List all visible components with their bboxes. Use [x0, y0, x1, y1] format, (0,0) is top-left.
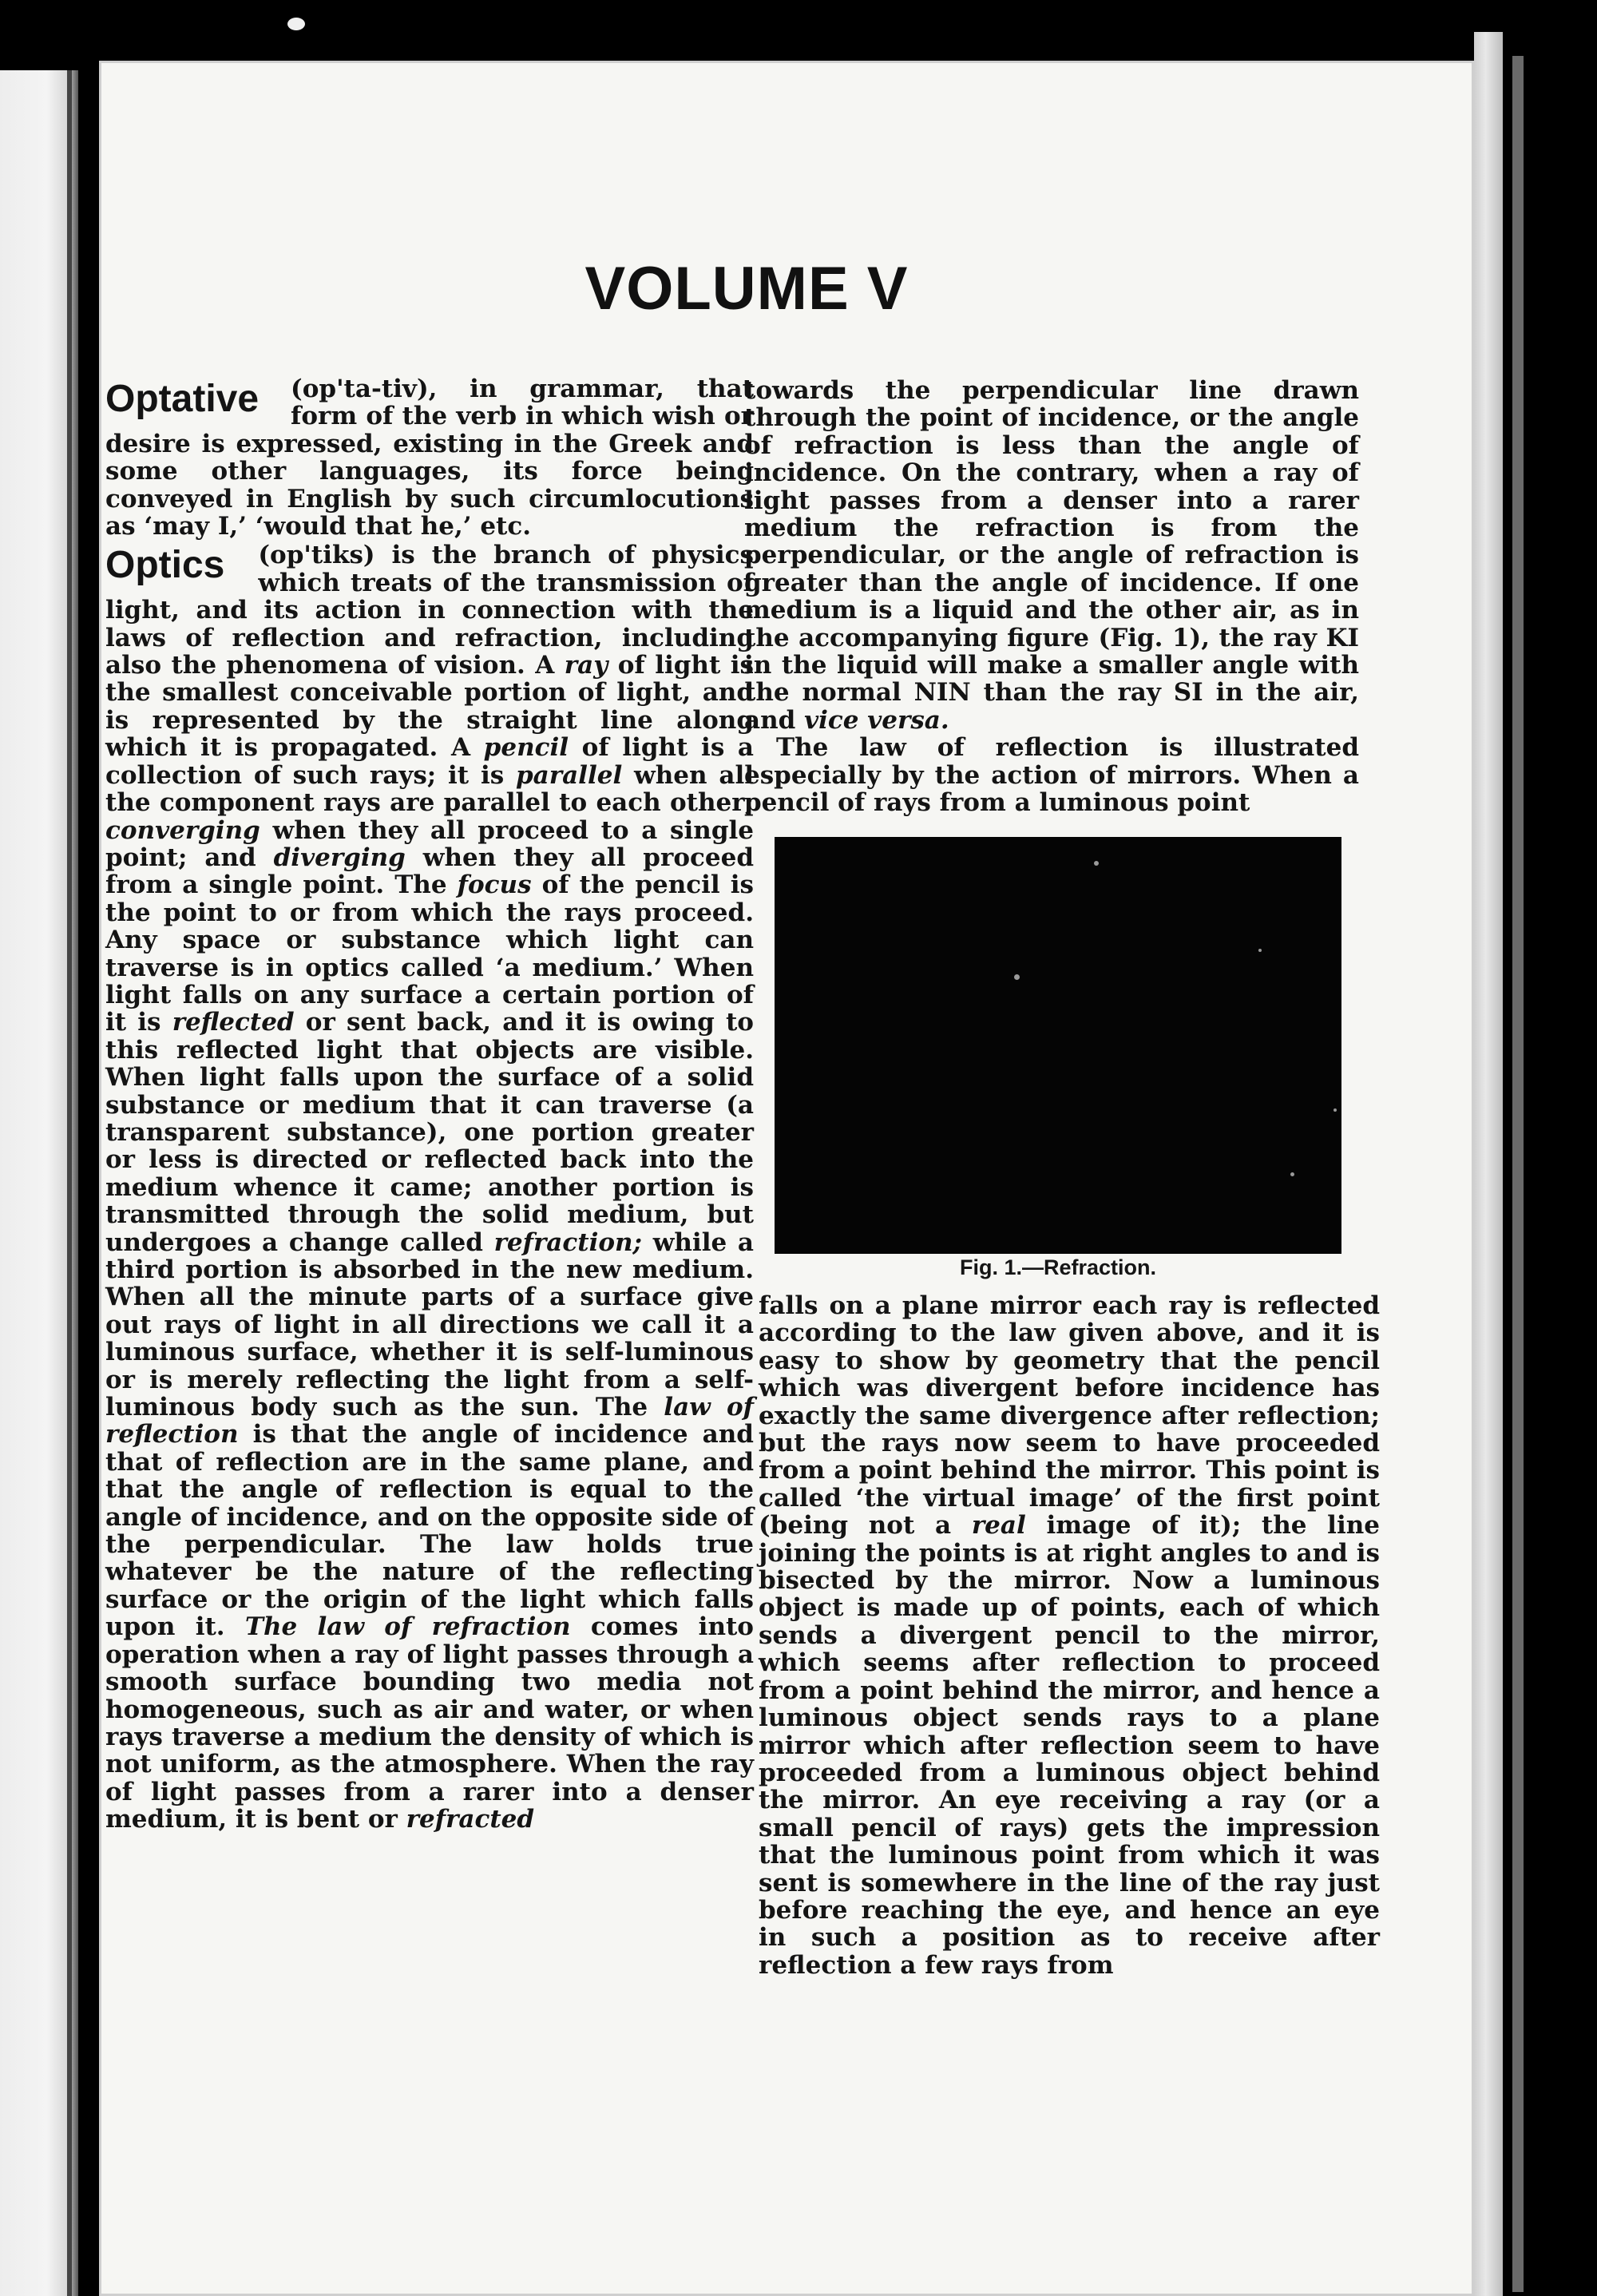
image-speck — [1333, 1108, 1337, 1112]
entry-optics-text: of the pencil is the point to or from which the rays proceed. Any space or substance which light can traverse is in optics called ‘a medium.’ When light falls on any surface a certain portion of it is — [105, 870, 755, 1037]
term-refraction: refraction; — [493, 1227, 643, 1257]
paragraph-reflection — [744, 734, 1359, 816]
previous-page-edge — [0, 70, 78, 2296]
paragraph-text: towards the perpendicular line drawn through the point of incidence, or the angle of refraction is less than the angle of incidence. On the contrary, when a ray of light passes from a denser into a rarer medium the refraction is from the perpendicular, or the angle of refraction is greater than the angle of incidence. If one medium is a liquid and the other air, as in the accompanying figure (Fig. 1), the ray KI in the liquid will make a smaller angle with the normal NIN than the ray SI in the air, and — [744, 376, 1359, 735]
dust-speck — [287, 18, 305, 30]
image-speck — [1014, 974, 1020, 980]
term-focus: focus — [457, 870, 532, 900]
term-vice-versa: vice versa. — [804, 705, 949, 735]
paragraph-text: image of it); the line joining the points is at right angles to and is bisected by the mirror. Now a luminous object is made up of points, each of which sends a divergent pencil to the mirror, which seems after reflection to proceed from a point behind the mirror, and hence a luminous object sends rays to a plane mirror which after reflection seem to have proceeded from a luminous object behind the mirror. An eye receiving a ray (or a small pencil of rays) gets the impression that the luminous point from which it was sent is somewhere in the line of the ray just before reaching the eye, and hence an eye in such a position as to receive after reflection a few rays from — [759, 1511, 1380, 1980]
term-real: real — [971, 1511, 1026, 1541]
paragraph-text: The law of reflection is illustrated especially by the action of mirrors. When a pencil of rays from a luminous point — [744, 733, 1359, 818]
entry-optics-text: of light is a collection of such rays; it is — [105, 733, 754, 790]
headword-optics: Optics — [105, 544, 225, 587]
entry-optics-text: (op'tiks) is the branch of physics which treats of the transmission of light, and its action in connection with the laws of reflection and refraction, including also the phenomena of vision. A — [105, 541, 754, 680]
term-law-of-reflection: law of reflection — [105, 1393, 754, 1449]
entry-optative-text: (op'ta-tiv), in grammar, that form of the verb in which wish or desire is expressed, existing in the Greek and some other languages, its force being conveyed in English by such circumlocutions as ‘may I,’ ‘would that he,’ etc. — [105, 375, 754, 541]
entry-optics — [105, 541, 754, 1833]
paragraph-refraction-cont — [744, 377, 1359, 734]
right-column-bottom — [759, 1292, 1380, 1979]
entry-optics-text: when they all proceed to a single point; and — [105, 815, 754, 872]
left-column — [105, 375, 754, 1834]
entry-optics-text: is that the angle of incidence and that of reflection are in the same plane, and that the angle of reflection is equal to the angle of incidence, and on the opposite side of the perpendicular. The law holds true whatever be the nature of the reflecting surface or the origin of the light which falls upon it. — [105, 1420, 754, 1642]
term-ray: ray — [564, 651, 608, 680]
page-title: VOLUME V — [585, 255, 909, 323]
figure-refraction-image — [775, 837, 1341, 1254]
term-law-of-refraction: The law of refraction — [244, 1612, 571, 1642]
paragraph-text: falls on a plane mirror each ray is reflected according to the law given above, and it is easy to show by geometry that the pencil which was divergent before incidence has exactly the same divergence after reflection; but the rays now seem to have proceeded from a point behind the mirror. This point is called ‘the virtual image’ of the first point (being not a — [759, 1291, 1380, 1541]
image-speck — [1258, 949, 1262, 952]
image-speck — [1094, 861, 1099, 866]
entry-optics-text: comes into operation when a ray of light passes through a smooth surface bounding two media not homogeneous, such as air and water, or when rays traverse a medium the density of which is not uniform, as the atmosphere. When the ray of light passes from a rarer into a denser medium, it is bent or — [105, 1612, 754, 1834]
entry-optics-text: while a third portion is absorbed in the new medium. When all the minute parts of a surface give out rays of light in all directions we call it a luminous surface, whether it is self-luminous or is merely reflecting the light from a self-luminous body such as the sun. The — [105, 1227, 754, 1422]
term-converging: converging — [105, 815, 260, 845]
term-diverging: diverging — [273, 843, 406, 872]
headword-optative: Optative — [105, 378, 260, 420]
term-reflected: reflected — [172, 1008, 295, 1037]
image-speck — [1290, 1172, 1294, 1176]
term-parallel: parallel — [516, 760, 623, 790]
right-column-top — [744, 377, 1359, 817]
term-pencil: pencil — [483, 733, 569, 763]
entry-optative — [105, 375, 754, 540]
book-spine-edge — [1474, 32, 1503, 2296]
term-refracted: refracted — [406, 1805, 535, 1834]
entry-optics-text: when all the component rays are parallel to each other; — [105, 760, 754, 818]
figure-caption: Fig. 1.—Refraction. — [959, 1255, 1157, 1279]
entry-optics-text: or sent back, and it is owing to this reflected light that objects are visible. When light falls upon the surface of a solid substance or medium that it can traverse (a transparent substance), one portion greater or less is directed or reflected back into the medium whence it came; another portion is transmitted through the solid medium, but undergoes a change called — [105, 1008, 754, 1257]
paragraph-mirror — [759, 1292, 1380, 1979]
entry-optics-text: of light is the smallest conceivable portion of light, and is represented by the straight line along which it is propagated. A — [105, 651, 754, 763]
entry-optics-text: when they all proceed from a single point. The — [105, 843, 754, 900]
